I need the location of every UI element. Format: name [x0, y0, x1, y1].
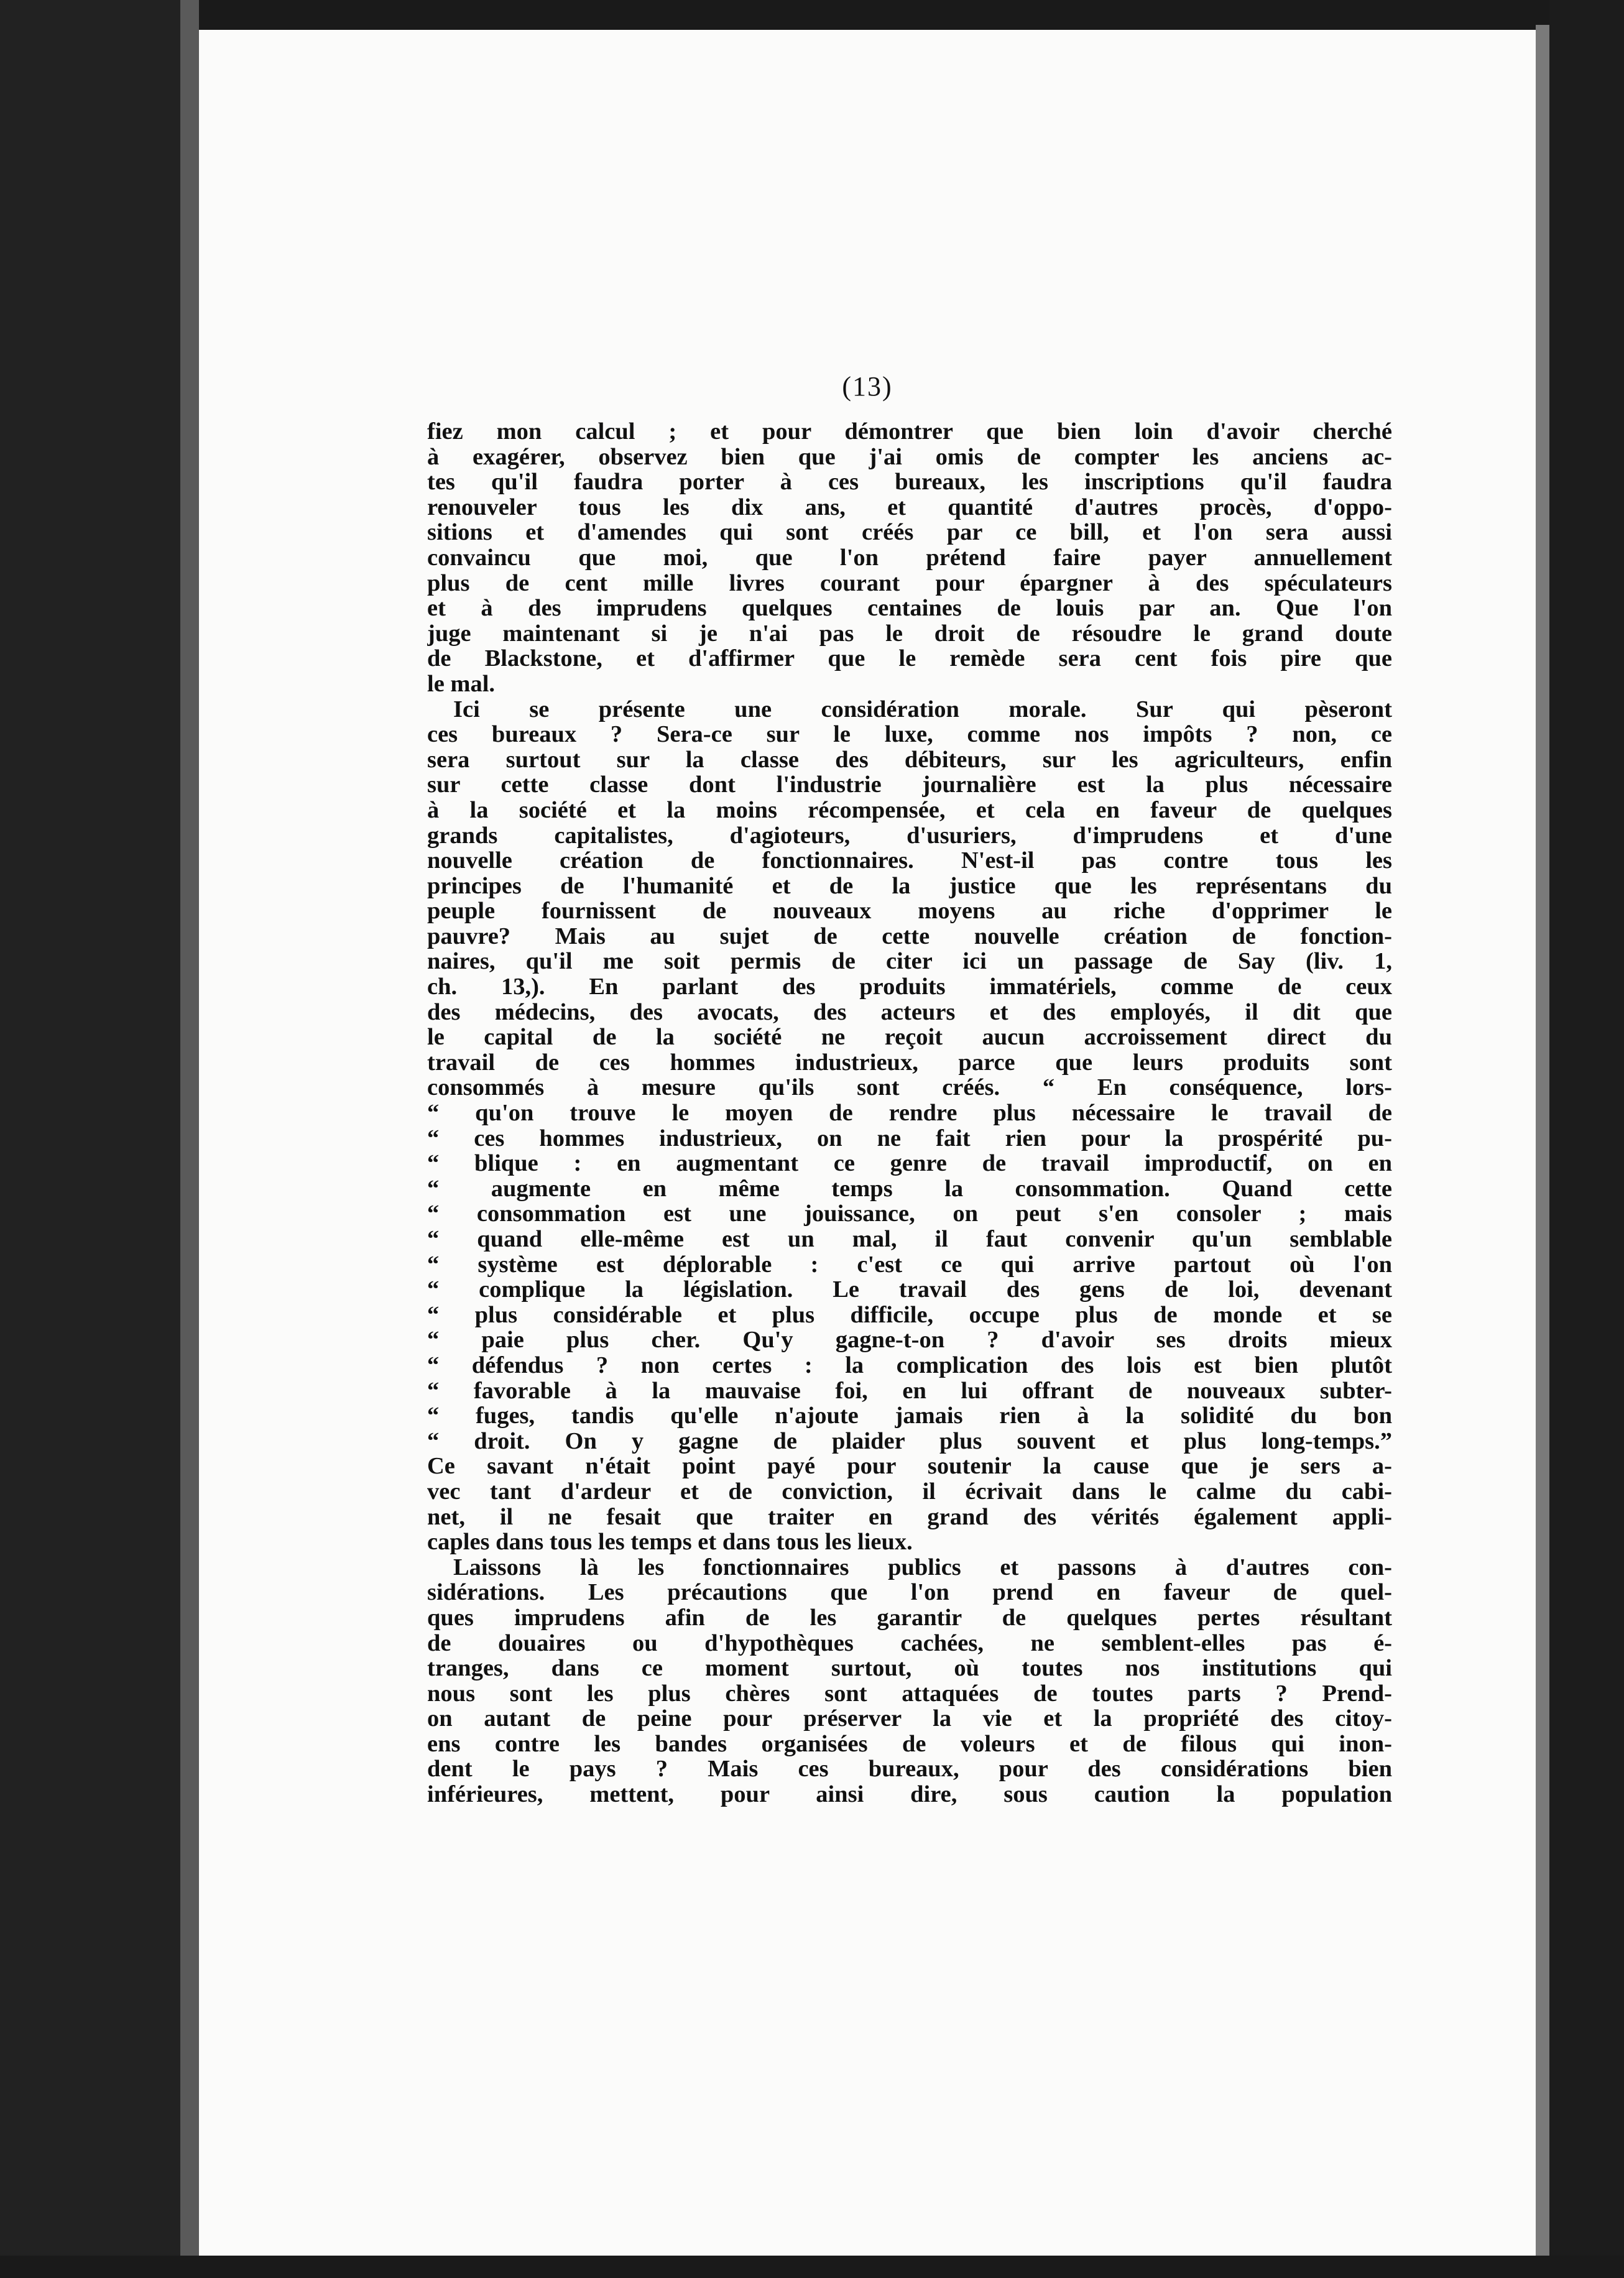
text-line: ens contre les bandes organisées de voleurs et de filous qui inon- [427, 1731, 1392, 1757]
page-number: (13) [842, 371, 893, 402]
text-line: pauvre? Mais au sujet de cette nouvelle création de fonction- [427, 923, 1392, 949]
text-line: naires, qu'il me soit permis de citer ici un passage de Say (liv. 1, [427, 949, 1392, 975]
text-line: sur cette classe dont l'industrie journalière est la plus nécessaire [427, 772, 1392, 798]
text-line: tranges, dans ce moment surtout, où toutes nos institutions qui [427, 1656, 1392, 1681]
scan-border-bottom [0, 2256, 1624, 2278]
text-line: “ qu'on trouve le moyen de rendre plus nécessaire le travail de [427, 1100, 1392, 1126]
text-line: vec tant d'ardeur et de conviction, il écrivait dans le calme du cabi- [427, 1478, 1392, 1505]
text-line: caples dans tous les temps et dans tous les lieux. [427, 1529, 913, 1555]
text-line: inférieures, mettent, pour ainsi dire, sous caution la population [427, 1782, 1392, 1807]
text-line: “ système est déplorable : c'est ce qui arrive partout où l'on [427, 1252, 1392, 1278]
text-line: Ce savant n'était point payé pour soutenir la cause que je sers a- [427, 1454, 1392, 1479]
scan-border-left [0, 0, 180, 2278]
text-line: fiez mon calcul ; et pour démontrer que bien loin d'avoir cherché [427, 419, 1392, 445]
text-line: peuple fournissent de nouveaux moyens au riche d'opprimer le [427, 898, 1392, 924]
text-line: ques imprudens afin de les garantir de quelques pertes résultant [427, 1605, 1392, 1631]
scan-border-right-edge [1536, 25, 1549, 2257]
text-line: tes qu'il faudra porter à ces bureaux, les inscriptions qu'il faudra [427, 469, 1392, 495]
text-line: sidérations. Les précautions que l'on prend en faveur de quel- [427, 1580, 1392, 1605]
text-line: de douaires ou d'hypothèques cachées, ne semblent-elles pas é- [427, 1630, 1392, 1656]
text-line: “ favorable à la mauvaise foi, en lui offrant de nouveaux subter- [427, 1378, 1392, 1404]
text-line: “ défendus ? non certes : la complication des lois est bien plutôt [427, 1352, 1392, 1378]
text-line: nouvelle création de fonctionnaires. N'est-il pas contre tous les [427, 848, 1392, 874]
text-line: renouveler tous les dix ans, et quantité d'autres procès, d'oppo- [427, 494, 1392, 520]
text-line: “ complique la législation. Le travail des gens de loi, devenant [427, 1277, 1392, 1303]
text-line: à la société et la moins récompensée, et cela en faveur de quelques [427, 797, 1392, 823]
text-line: “ paie plus cher. Qu'y gagne-t-on ? d'avoir ses droits mieux [427, 1327, 1392, 1353]
text-line: “ quand elle-même est un mal, il faut convenir qu'un semblable [427, 1227, 1392, 1252]
scan-border-top [0, 0, 1624, 30]
text-line: et à des imprudens quelques centaines de louis par an. Que l'on [427, 596, 1392, 621]
text-line: grands capitalistes, d'agioteurs, d'usuriers, d'imprudens et d'une [427, 823, 1392, 849]
text-line: ces bureaux ? Sera-ce sur le luxe, comme nos impôts ? non, ce [427, 722, 1392, 747]
text-line: le mal. [427, 671, 496, 697]
text-line: des médecins, des avocats, des acteurs et des employés, il dit que [427, 999, 1392, 1025]
text-line: nous sont les plus chères sont attaquées de toutes parts ? Prend- [427, 1681, 1392, 1707]
scan-border-right [1549, 0, 1624, 2278]
text-line: à exagérer, observez bien que j'ai omis de compter les anciens ac- [427, 444, 1392, 470]
text-line: le capital de la société ne reçoit aucun accroissement direct du [427, 1025, 1392, 1050]
text-line: “ plus considérable et plus difficile, occupe plus de monde et se [427, 1302, 1392, 1328]
text-line: convaincu que moi, que l'on prétend faire payer annuellement [427, 545, 1392, 571]
text-line: “ fuges, tandis qu'elle n'ajoute jamais rien à la solidité du bon [427, 1403, 1392, 1429]
text-line: de Blackstone, et d'affirmer que le remède sera cent fois pire que [427, 646, 1392, 671]
text-line: dent le pays ? Mais ces bureaux, pour des considérations bien [427, 1756, 1392, 1782]
text-line: on autant de peine pour préserver la vie et la propriété des citoy- [427, 1706, 1392, 1732]
text-line: Laissons là les fonctionnaires publics et passons à d'autres con- [453, 1554, 1392, 1580]
book-page [199, 30, 1536, 2256]
text-line: “ augmente en même temps la consommation. Quand cette [427, 1176, 1392, 1202]
text-line: net, il ne fesait que traiter en grand des vérités également appli- [427, 1504, 1392, 1530]
body-text [427, 419, 1392, 1807]
text-line: consommés à mesure qu'ils sont créés. “ En conséquence, lors- [427, 1075, 1392, 1101]
text-line: “ consommation est une jouissance, on peut s'en consoler ; mais [427, 1201, 1392, 1227]
text-line: sera surtout sur la classe des débiteurs, sur les agriculteurs, enfin [427, 747, 1392, 773]
text-line: plus de cent mille livres courant pour épargner à des spéculateurs [427, 570, 1392, 596]
text-line: “ blique : en augmentant ce genre de travail improductif, on en [427, 1151, 1392, 1176]
text-line: travail de ces hommes industrieux, parce que leurs produits sont [427, 1049, 1392, 1076]
text-line: “ droit. On y gagne de plaider plus souvent et plus long-temps.” [427, 1428, 1392, 1454]
text-line: juge maintenant si je n'ai pas le droit de résoudre le grand doute [427, 620, 1392, 647]
scan-border-left-edge [180, 0, 199, 2278]
text-line: principes de l'humanité et de la justice que les représentans du [427, 873, 1392, 899]
text-line: “ ces hommes industrieux, on ne fait rien pour la prospérité pu- [427, 1125, 1392, 1151]
text-line: sitions et d'amendes qui sont créés par ce bill, et l'on sera aussi [427, 520, 1392, 545]
text-line: ch. 13,). En parlant des produits immatériels, comme de ceux [427, 974, 1392, 1000]
text-line: Ici se présente une considération morale. Sur qui pèseront [453, 696, 1392, 722]
